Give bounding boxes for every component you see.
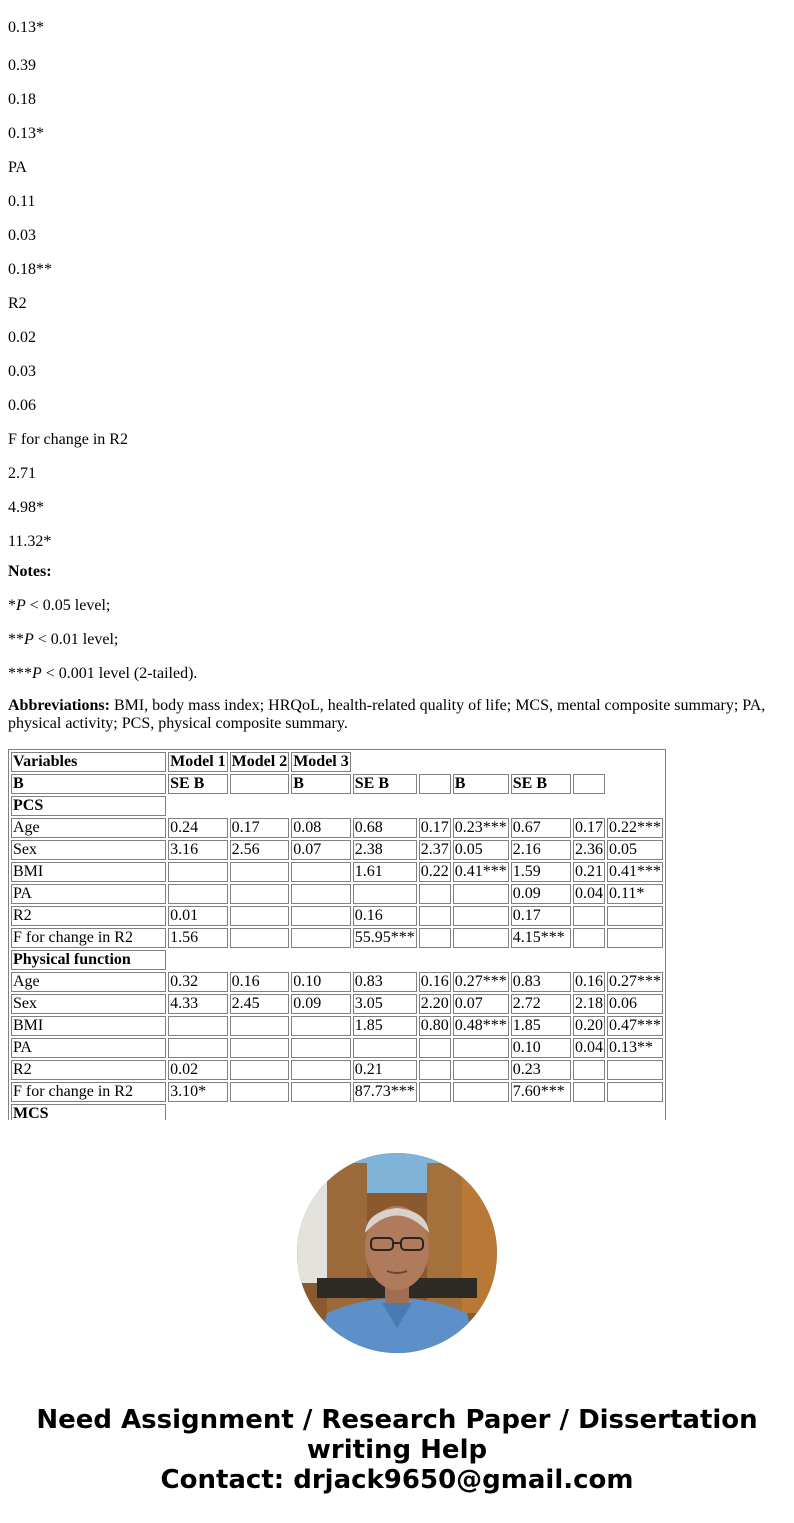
note-item: **P < 0.01 level; [8,631,119,648]
value-cell [291,928,351,948]
value-cell: 0.41*** [454,863,507,880]
value-cell: 0.11* [607,884,663,904]
variable-cell: F for change in R2 [11,1082,166,1102]
value-cell: 0.07 [291,840,351,860]
value-cell [291,1060,351,1080]
table-row [11,994,663,1014]
value-cell: 0.07 [453,994,509,1014]
table-section-row [11,950,663,970]
value-cell: 0.80 [420,1017,449,1034]
value-cell: 0.02 [168,1060,228,1080]
value-cell: 1.85 [511,1016,571,1036]
table-row [11,818,663,838]
table-section-row [11,1104,663,1120]
note-item: *P < 0.05 level; [8,597,111,614]
value-cell: 0.10 [511,1038,571,1058]
subheader-cell: B [453,774,509,794]
subheader-cell [573,774,605,794]
table-row [11,928,663,948]
value-cell [573,1060,605,1080]
value-cell: 2.72 [511,994,571,1014]
value-cell: 0.16 [353,906,417,926]
header-cell: Model 1 [170,753,226,770]
value-cell: 0.22 [420,863,449,880]
value-cell: 0.05 [453,840,509,860]
table-row [11,1038,663,1058]
value-cell: 3.10* [168,1082,228,1102]
section-title-cell: PCS [11,796,166,816]
value-cell: 1.59 [511,862,571,882]
value-cell: 3.16 [168,840,228,860]
value-cell: 2.18 [574,995,603,1012]
table-row [11,1082,663,1102]
table-header-row [11,752,663,772]
value-cell [607,906,663,926]
value-line: 0.06 [8,397,36,414]
value-cell: 0.47*** [607,1016,663,1036]
value-cell: 0.21 [574,863,603,880]
value-cell: 0.09 [511,884,571,904]
promo-banner [0,1405,794,1495]
note-item: ***P < 0.001 level (2-tailed). [8,665,198,682]
value-cell: 2.45 [230,994,290,1014]
subheader-cell: B [291,774,351,794]
variable-cell: F for change in R2 [11,928,166,948]
variable-cell: PA [11,884,166,904]
table-section-row [11,796,663,816]
value-cell: 87.73*** [354,1083,415,1100]
value-cell [453,928,509,948]
value-cell: 0.16 [574,973,603,990]
person-photo-icon [297,1153,497,1353]
value-cell: 1.85 [353,1016,417,1036]
value-cell: 0.27*** [454,973,507,990]
table-row [11,1060,663,1080]
value-cell [453,884,509,904]
variable-cell: Sex [11,994,166,1014]
subheader-cell [230,774,290,794]
value-cell [230,1038,290,1058]
abbreviations-text: BMI, body mass index; HRQoL, health-related quality of life; MCS, mental composite summary; PA, physical activity; PCS, physical composite summary. [8,697,766,732]
value-cell: 2.36 [574,841,603,858]
value-cell: 0.23*** [454,819,507,836]
value-line: 11.32* [8,533,52,550]
value-cell [230,884,290,904]
value-line: 0.39 [8,57,36,74]
value-cell: 7.60*** [511,1082,571,1102]
value-cell: 0.04 [574,885,603,902]
value-cell [453,1082,509,1102]
value-cell [419,884,451,904]
value-cell: 0.16 [420,973,449,990]
value-cell: 0.21 [353,1060,417,1080]
regression-table [9,750,665,1120]
value-cell: 4.33 [168,994,228,1014]
value-cell: 0.32 [168,972,228,992]
value-cell [607,1082,663,1102]
value-cell [353,1038,417,1058]
value-cell: 1.56 [168,928,228,948]
value-cell [230,928,290,948]
value-cell: 0.17 [230,818,290,838]
value-cell [607,928,663,948]
value-cell: 0.04 [574,1039,603,1056]
value-cell [291,1082,351,1102]
value-cell [291,906,351,926]
value-cell: 0.05 [607,840,663,860]
value-cell: 0.48*** [454,1017,507,1034]
variable-cell: Age [11,972,166,992]
value-cell [230,1016,290,1036]
value-cell: 0.24 [168,818,228,838]
value-cell: 0.83 [353,972,417,992]
value-cell: 2.38 [353,840,417,860]
value-line: PA [8,159,27,176]
value-cell: 3.05 [353,994,417,1014]
variable-cell: BMI [11,862,166,882]
variable-cell: R2 [11,906,166,926]
value-cell: 2.16 [511,840,571,860]
value-line: 0.18** [8,261,52,278]
value-cell [230,906,290,926]
value-cell [353,884,417,904]
header-cell: Model 2 [231,753,288,770]
section-title-cell: Physical function [11,950,166,970]
subheader-cell [419,774,451,794]
value-cell [168,1038,228,1058]
value-cell [607,1060,663,1080]
value-cell [291,1038,351,1058]
value-cell [291,862,351,882]
variable-cell: PA [11,1038,166,1058]
table-row [11,972,663,992]
value-cell: 0.10 [291,972,351,992]
regression-table-container [8,749,666,1120]
value-cell [453,906,509,926]
value-cell: 0.22*** [607,818,663,838]
value-cell: 0.68 [353,818,417,838]
value-line: 0.02 [8,329,36,346]
value-cell [573,1082,605,1102]
variable-cell: Sex [11,840,166,860]
value-cell [419,1082,451,1102]
value-cell: 0.20 [574,1017,603,1034]
value-line: R2 [8,295,27,312]
value-cell: 1.61 [353,862,417,882]
notes-heading: Notes: [8,563,52,580]
banner-line: writing Help [306,1435,488,1465]
value-cell [453,1060,509,1080]
value-cell: 0.67 [511,818,571,838]
value-line: 0.13* [8,19,44,36]
value-cell: 2.56 [230,840,290,860]
value-cell: 55.95*** [354,929,415,946]
value-cell [419,928,451,948]
header-cell: Variables [11,752,166,772]
value-cell [168,884,228,904]
value-cell: 0.13** [607,1038,663,1058]
value-cell [168,1016,228,1036]
value-cell: 0.16 [230,972,290,992]
banner-contact: Contact: drjack9650@gmail.com [160,1465,634,1495]
value-cell [230,1060,290,1080]
section-title-cell: MCS [11,1104,166,1120]
abbreviations-paragraph [8,697,786,733]
value-cell [419,1038,451,1058]
value-cell [573,906,605,926]
value-line: 0.18 [8,91,36,108]
value-cell [419,1060,451,1080]
value-cell [573,928,605,948]
value-cell: 0.23 [511,1060,571,1080]
value-cell: 0.83 [511,972,571,992]
subheader-cell: B [11,774,166,794]
value-line: 0.13* [8,125,44,142]
value-cell: 0.27*** [607,972,663,992]
value-cell: 2.37 [420,841,449,858]
variable-cell: Age [11,818,166,838]
table-row [11,862,663,882]
value-cell: 0.17 [420,819,449,836]
value-cell [419,906,451,926]
table-row [11,906,663,926]
value-cell: 0.41*** [607,862,663,882]
value-cell [291,1016,351,1036]
variable-cell: R2 [11,1060,166,1080]
banner-line: Need Assignment / Research Paper / Dissertation [36,1405,758,1435]
value-line: F for change in R2 [8,431,128,448]
table-row [11,1016,663,1036]
abbreviations-label: Abbreviations: [8,697,110,714]
value-cell [230,862,290,882]
value-line: 0.11 [8,193,36,210]
variable-cell: BMI [11,1016,166,1036]
value-lines [8,0,786,550]
value-cell: 2.20 [420,995,449,1012]
value-line: 4.98* [8,499,44,516]
value-cell: 0.17 [511,906,571,926]
table-row [11,884,663,904]
value-cell [168,862,228,882]
value-line: 0.03 [8,227,36,244]
value-cell [230,1082,290,1102]
value-cell: 0.08 [291,818,351,838]
value-cell: 0.09 [291,994,351,1014]
table-subheader-row [11,774,663,794]
author-photo [297,1153,497,1353]
subheader-cell: SE B [353,774,417,794]
value-cell: 0.06 [607,994,663,1014]
value-cell [453,1038,509,1058]
subheader-cell: SE B [168,774,228,794]
value-line: 2.71 [8,465,36,482]
value-cell: 4.15*** [511,928,571,948]
table-row [11,840,663,860]
value-cell: 0.17 [574,819,603,836]
value-line: 0.03 [8,363,36,380]
subheader-cell: SE B [511,774,571,794]
value-cell [291,884,351,904]
header-cell: Model 3 [293,753,349,770]
value-cell: 0.01 [168,906,228,926]
